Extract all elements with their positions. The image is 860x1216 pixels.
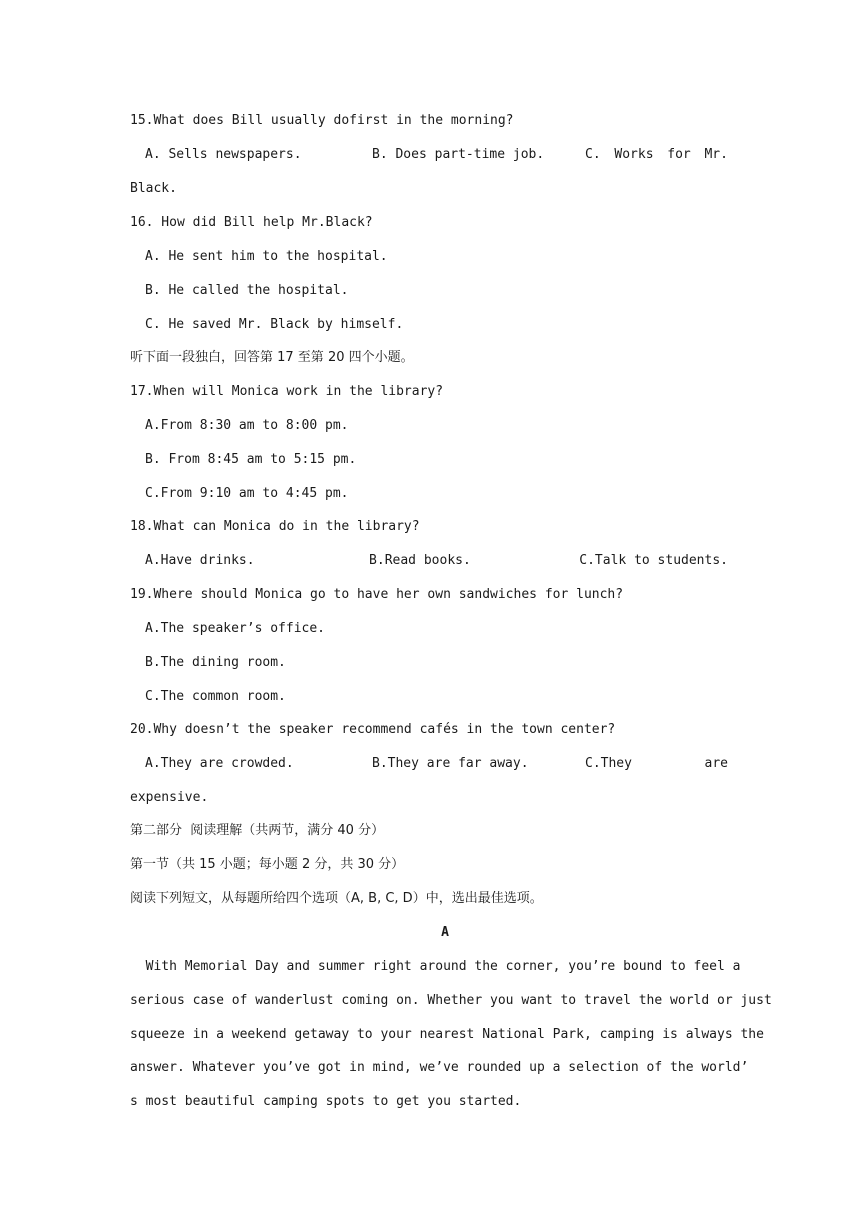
question-20: 20.Why doesn’t the speaker recommend cafés in the town center? <box>130 722 616 737</box>
question-15: 15.What does Bill usually dofirst in the morning? <box>130 113 514 128</box>
option-c: C. He saved Mr. Black by himself. <box>145 317 404 332</box>
option-c-word: Mr. <box>704 147 728 162</box>
passage-line: With Memorial Day and summer right around the corner, you’re bound to feel a <box>130 959 741 974</box>
question-18-options <box>145 552 728 570</box>
question-20-options <box>145 755 728 773</box>
option-b: B.They are far away. <box>372 756 529 771</box>
question-16: 16. How did Bill help Mr.Black? <box>130 215 373 230</box>
option-c-word: Works <box>614 147 654 162</box>
option-a: A. He sent him to the hospital. <box>145 249 388 264</box>
question-15-options <box>145 146 728 164</box>
option-a: A.Have drinks. <box>145 553 255 568</box>
option-c <box>585 755 728 773</box>
passage-line: s most beautiful camping spots to get you started. <box>130 1094 522 1109</box>
part2-heading: 第二部分 阅读理解（共两节，满分 40 分） <box>130 823 385 838</box>
option-b: B. From 8:45 am to 5:15 pm. <box>145 452 357 467</box>
option-a: A.They are crowded. <box>145 756 294 771</box>
passage-title: A <box>441 925 449 940</box>
passage-line: squeeze in a weekend getaway to your nearest National Park, camping is always the <box>130 1027 764 1042</box>
option-c-continuation: Black. <box>130 181 177 196</box>
monologue-instruction: 听下面一段独白，回答第 17 至第 20 四个小题。 <box>130 350 414 365</box>
option-c: C.From 9:10 am to 4:45 pm. <box>145 486 349 501</box>
option-b: B.The dining room. <box>145 655 286 670</box>
question-17: 17.When will Monica work in the library? <box>130 384 444 399</box>
option-c: C.Talk to students. <box>579 553 728 568</box>
question-18: 18.What can Monica do in the library? <box>130 519 420 534</box>
option-c: C.The common room. <box>145 689 286 704</box>
reading-instruction: 阅读下列短文，从每题所给四个选项（A, B, C, D）中，选出最佳选项。 <box>130 891 543 906</box>
section1-heading: 第一节（共 15 小题；每小题 2 分，共 30 分） <box>130 857 405 872</box>
option-b: B. Does part-time job. <box>372 147 545 162</box>
option-a: A.The speaker’s office. <box>145 621 326 636</box>
option-a: A. Sells newspapers. <box>145 147 302 162</box>
passage-line: serious case of wanderlust coming on. Whether you want to travel the world or just <box>130 993 772 1008</box>
option-b: B.Read books. <box>369 553 471 568</box>
passage-line: answer. Whatever you’ve got in mind, we’ve rounded up a selection of the world’ <box>130 1060 749 1075</box>
option-c <box>585 146 728 164</box>
option-c-word: are <box>704 756 728 771</box>
option-a: A.From 8:30 am to 8:00 pm. <box>145 418 349 433</box>
option-b: B. He called the hospital. <box>145 283 349 298</box>
option-c-word: C.They <box>585 756 632 771</box>
option-c-word: for <box>667 147 691 162</box>
question-19: 19.Where should Monica go to have her own sandwiches for lunch? <box>130 587 624 602</box>
option-c-word: C. <box>585 147 601 162</box>
option-c-continuation: expensive. <box>130 790 209 805</box>
